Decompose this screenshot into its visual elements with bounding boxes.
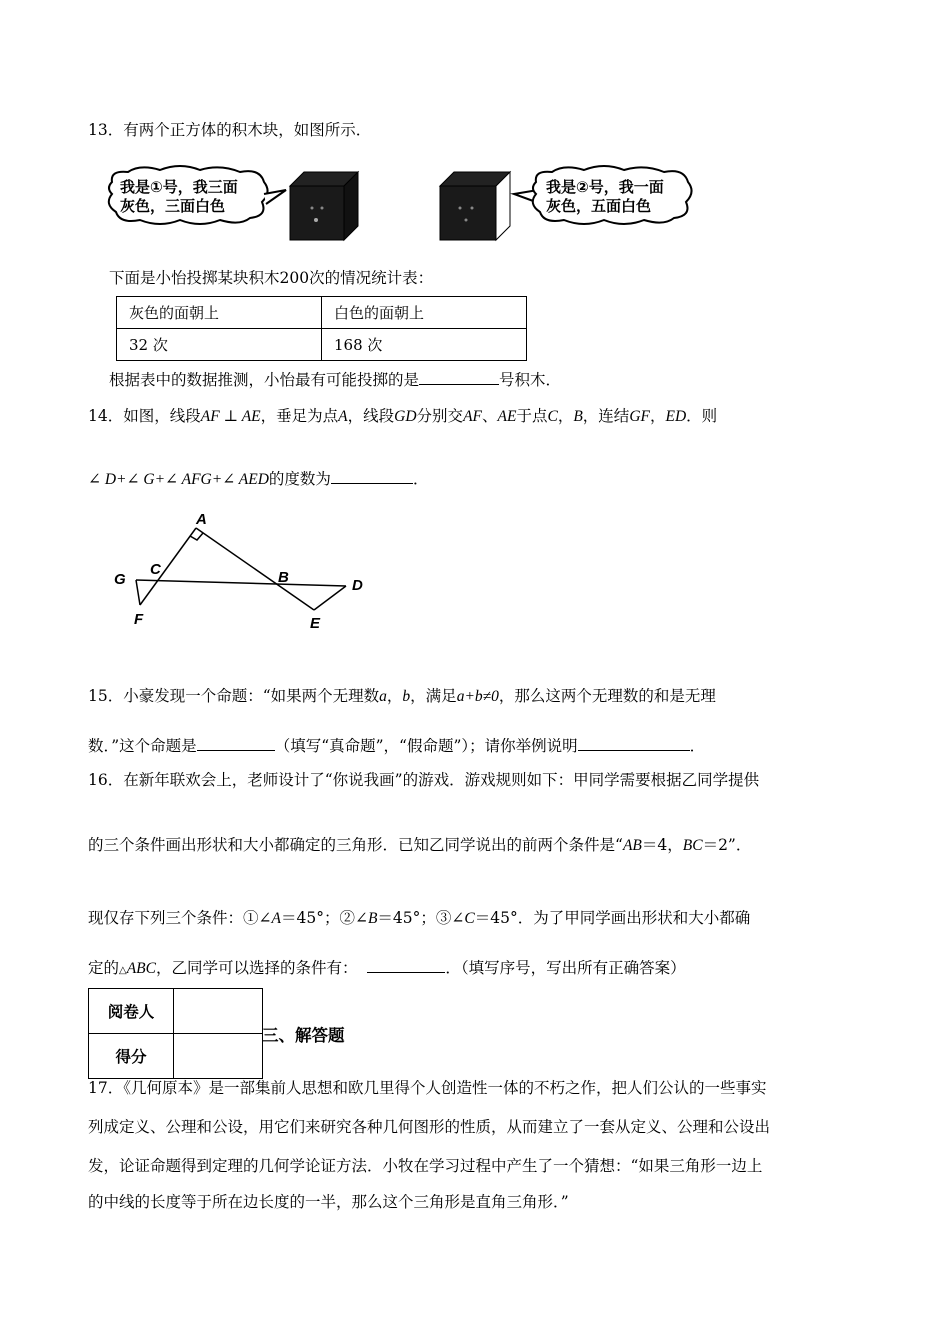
q16-line1: 16．在新年联欢会上，老师设计了“你说我画”的游戏．游戏规则如下：甲同学需要根据乙同学提供 <box>88 771 760 789</box>
score-label: 得分 <box>89 1034 174 1079</box>
segment-GF <box>136 580 140 605</box>
label-B: B <box>278 569 289 586</box>
label-C: C <box>150 561 161 578</box>
label-E: E <box>310 615 321 632</box>
table-header-gray: 灰色的面朝上 <box>117 297 322 329</box>
q16-answer-blank[interactable] <box>367 958 445 973</box>
q16-line2: 的三个条件画出形状和大小都确定的三角形．已知乙同学说出的前两个条件是“AB＝4，BC＝2”． <box>88 836 752 854</box>
triangle-icon: △ <box>119 965 127 976</box>
bubble2-line1: 我是②号，我一面 <box>546 178 664 196</box>
q17-line3: 发，论证命题得到定理的几何学论证方法．小牧在学习过程中产生了一个猜想：“如果三角形一边上 <box>88 1157 763 1175</box>
bubble1-line1: 我是①号，我三面 <box>120 178 238 196</box>
q14-stem-line1: 14．如图，线段AF ⊥ AE，垂足为点A，线段GD分别交AF、AE于点C，B，连结GF，ED．则 <box>88 407 718 425</box>
table-value-white: 168 次 <box>322 329 527 361</box>
bubble2-line2: 灰色，五面白色 <box>546 197 652 215</box>
section-title: 三、解答题 <box>262 1026 345 1045</box>
q15-stem-line1: 15．小豪发现一个命题：“如果两个无理数a，b，满足a+b≠0，那么这两个无理数的和是无理 <box>88 687 716 705</box>
q16-line4: 定的△ABC，乙同学可以选择的条件有： ．（填写序号，写出所有正确答案） <box>88 959 686 977</box>
q13-answer-line: 根据表中的数据推测，小怡最有可能投掷的是 号积木． <box>109 371 562 389</box>
label-A: A <box>196 511 207 528</box>
cube-2-icon <box>440 172 510 240</box>
q17-line1: 17．《几何原本》是一部集前人思想和欧几里得个人创造性一体的不朽之作，把人们公认的一些事实 <box>88 1079 767 1097</box>
label-F: F <box>134 611 144 628</box>
cube-1-icon <box>290 172 358 240</box>
reviewer-label: 阅卷人 <box>89 989 174 1034</box>
q14-answer-blank[interactable] <box>331 469 413 484</box>
segment-GD <box>136 580 346 586</box>
q17-line2: 列成定义、公理和公设，用它们来研究各种几何图形的性质，从而建立了一套从定义、公理和公设出 <box>88 1118 771 1136</box>
q13-answer-blank[interactable] <box>419 370 499 385</box>
q15-stem-line2: 数．”这个命题是 （填写“真命题”，“假命题”）；请你举例说明 ． <box>88 737 706 755</box>
label-G: G <box>114 571 126 588</box>
q13-stat-table <box>116 296 527 361</box>
q13-cubes-figure <box>100 160 700 244</box>
reviewer-cell[interactable] <box>174 989 263 1034</box>
table-value-gray: 32 次 <box>117 329 322 361</box>
q17-line4: 的中线的长度等于所在边长度的一半，那么这个三角形是直角三角形．” <box>88 1193 569 1211</box>
segment-ED <box>314 586 346 610</box>
grading-table <box>88 988 263 1079</box>
q16-line3: 现仅存下列三个条件：①∠A＝45°；②∠B＝45°；③∠C＝45°．为了甲同学画出形状和大小都确 <box>88 909 751 927</box>
q13-intro: 下面是小怡投掷某块积木200次的情况统计表： <box>109 269 434 287</box>
label-D: D <box>352 577 363 594</box>
segment-AE <box>196 528 314 610</box>
segment-FA <box>140 528 196 605</box>
q14-stem-line2: ∠ D+∠ G+∠ AFG+∠ AED的度数为 ． <box>88 470 429 488</box>
bubble1-line2: 灰色，三面白色 <box>120 197 226 215</box>
score-cell[interactable] <box>174 1034 263 1079</box>
table-header-white: 白色的面朝上 <box>322 297 527 329</box>
q15-truth-blank[interactable] <box>197 736 275 751</box>
q13-stem: 13．有两个正方体的积木块，如图所示． <box>88 121 372 139</box>
q15-example-blank[interactable] <box>578 736 690 751</box>
q14-geometry-figure <box>110 508 380 636</box>
